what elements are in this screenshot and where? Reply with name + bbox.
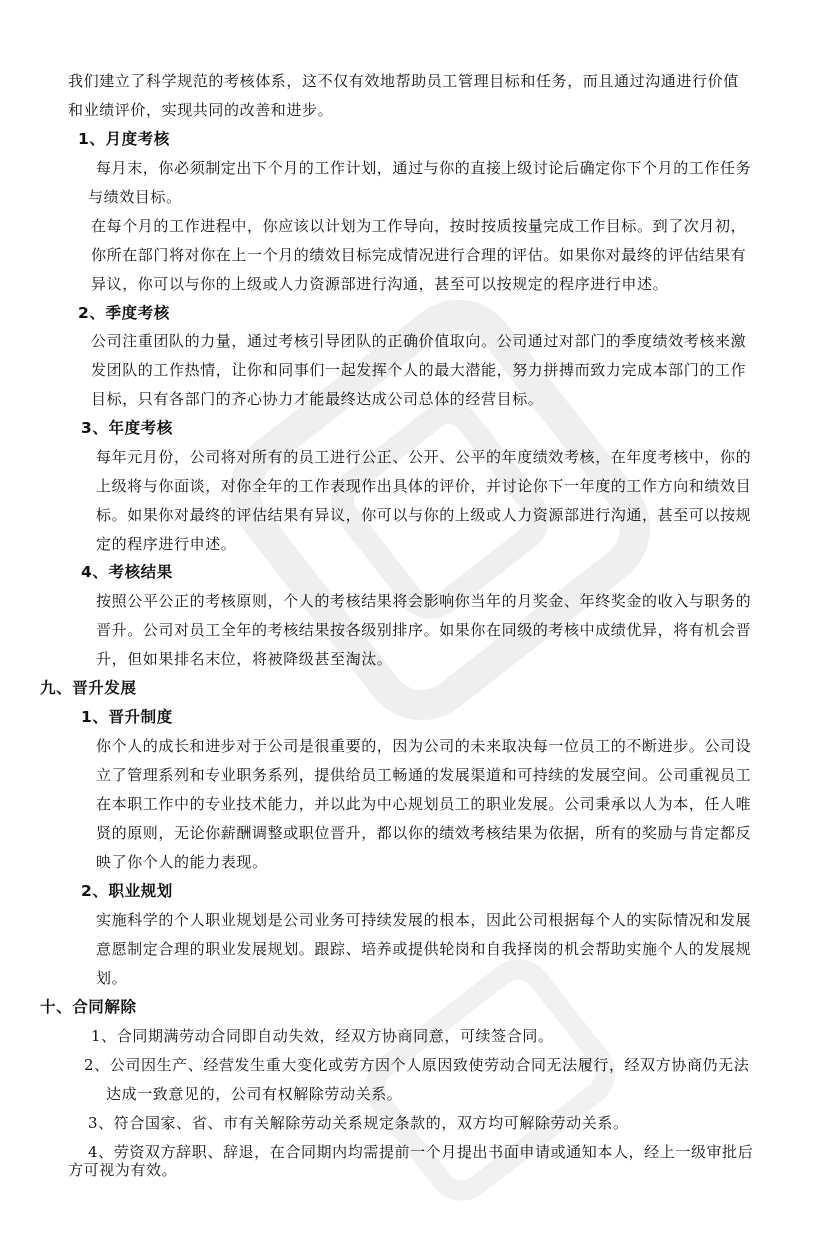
termination-item-4-line-2: 方可视为有效。 <box>68 1161 178 1179</box>
promotion-line-3: 在本职工作中的专业技术能力，并以此为中心规划员工的职业发展。公司秉承以人为本，任人唯 <box>96 795 752 813</box>
termination-item-3: 3、符合国家、省、市有关解除劳动关系规定条款的，双方均可解除劳动关系。 <box>88 1114 629 1132</box>
annual-line-4: 定的程序进行申述。 <box>96 535 237 553</box>
termination-item-1: 1、合同期满劳动合同即自动失效，经双方协商同意，可续签合同。 <box>91 1027 554 1045</box>
annual-line-3: 标。如果你对最终的评估结果有异议，你可以与你的上级或人力资源部进行沟通，甚至可以按规 <box>96 506 752 524</box>
termination-item-2-line-2: 达成一致意见的，公司有权解除劳动关系。 <box>106 1085 403 1103</box>
result-line-3: 升，但如果排名末位，将被降级甚至淘汰。 <box>96 650 393 668</box>
heading-promotion-system: 1、晋升制度 <box>81 708 173 726</box>
termination-item-4-line-1: 4、劳资双方辞职、辞退，在合同期内均需提前一个月提出书面申请或通知本人，经上一级审批后 <box>88 1143 754 1161</box>
result-line-2: 晋升。公司对员工全年的考核结果按各级别排序。如果你在同级的考核中成绩优异，将有机会晋 <box>96 621 752 639</box>
career-line-2: 意愿制定合理的职业发展规划。跟踪、培养或提供轮岗和自我择岗的机会帮助实施个人的发展规 <box>96 940 752 958</box>
heading-career-planning: 2、职业规划 <box>81 882 173 900</box>
intro-line-2: 和业绩评价，实现共同的改善和进步。 <box>68 101 334 119</box>
heading-section-nine: 九、晋升发展 <box>40 679 137 697</box>
heading-section-ten: 十、合同解除 <box>40 998 137 1016</box>
monthly-line-3: 在每个月的工作进程中，你应该以计划为工作导向，按时按质按量完成工作目标。到了次月初， <box>91 217 747 235</box>
heading-review-result: 4、考核结果 <box>81 563 173 581</box>
promotion-line-5: 映了你个人的能力表现。 <box>96 853 268 871</box>
promotion-line-2: 立了管理系列和专业职务系列，提供给员工畅通的发展渠道和可持续的发展空间。公司重视员工 <box>96 766 752 784</box>
quarterly-line-1: 公司注重团队的力量，通过考核引导团队的正确价值取向。公司通过对部门的季度绩效考核来激 <box>91 332 747 350</box>
heading-monthly-review: 1、月度考核 <box>78 130 170 148</box>
intro-line-1: 我们建立了科学规范的考核体系，这不仅有效地帮助员工管理目标和任务，而且通过沟通进行价值 <box>68 72 739 90</box>
monthly-line-2: 与绩效目标。 <box>88 188 182 206</box>
monthly-line-5: 异议，你可以与你的上级或人力资源部进行沟通，甚至可以按规定的程序进行申述。 <box>91 275 669 293</box>
monthly-line-1: 每月末，你必须制定出下个月的工作计划，通过与你的直接上级讨论后确定你下个月的工作任务 <box>96 159 752 177</box>
quarterly-line-2: 发团队的工作热情，让你和同事们一起发挥个人的最大潜能，努力拼搏而致力完成本部门的工作 <box>91 361 747 379</box>
quarterly-line-3: 目标，只有各部门的齐心协力才能最终达成公司总体的经营目标。 <box>91 390 544 408</box>
monthly-line-4: 你所在部门将对你在上一个月的绩效目标完成情况进行合理的评估。如果你对最终的评估结果有 <box>91 246 747 264</box>
annual-line-2: 上级将与你面谈，对你全年的工作表现作出具体的评价，并讨论你下一年度的工作方向和绩效目 <box>96 477 752 495</box>
promotion-line-4: 贤的原则，无论你薪酬调整或职位晋升，都以你的绩效考核结果为依据，所有的奖励与肯定都反 <box>96 824 752 842</box>
termination-item-2-line-1: 2、公司因生产、经营发生重大变化或劳方因个人原因致使劳动合同无法履行，经双方协商仍无法 <box>84 1056 750 1074</box>
heading-annual-review: 3、年度考核 <box>81 419 173 437</box>
career-line-3: 划。 <box>96 969 128 987</box>
career-line-1: 实施科学的个人职业规划是公司业务可持续发展的根本，因此公司根据每个人的实际情况和发展 <box>96 911 752 929</box>
result-line-1: 按照公平公正的考核原则，个人的考核结果将会影响你当年的月奖金、年终奖金的收入与职务的 <box>96 592 752 610</box>
promotion-line-1: 你个人的成长和进步对于公司是很重要的，因为公司的未来取决每一位员工的不断进步。公司设 <box>96 737 752 755</box>
annual-line-1: 每年元月份，公司将对所有的员工进行公正、公开、公平的年度绩效考核，在年度考核中，你的 <box>96 448 752 466</box>
heading-quarterly-review: 2、季度考核 <box>78 304 170 322</box>
